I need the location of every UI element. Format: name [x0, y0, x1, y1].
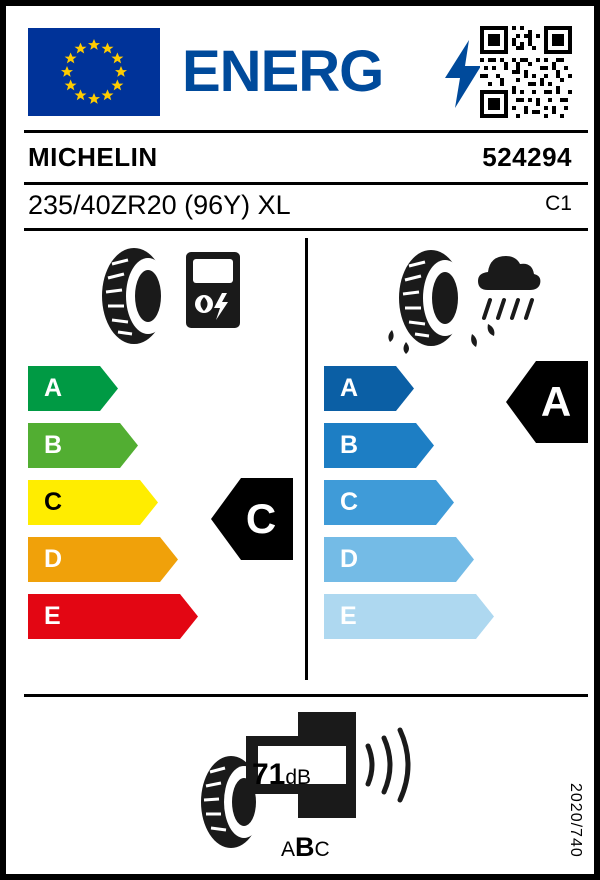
wet-grade-a	[324, 366, 358, 411]
wet-grip-scale	[324, 366, 358, 651]
fuel-result-letter: C	[245, 495, 277, 542]
fuel-grade-c-label: C	[44, 488, 63, 516]
fuel-grade-a-label: A	[44, 374, 63, 402]
noise-class-selected: B	[295, 832, 315, 862]
fuel-grade-row	[28, 594, 62, 639]
wet-grade-e	[324, 594, 358, 639]
divider-top	[24, 130, 588, 133]
noise-value	[252, 758, 311, 792]
wet-grade-row	[324, 480, 358, 525]
fuel-grade-d-label: D	[44, 545, 63, 573]
wet-grade-b	[324, 423, 358, 468]
fuel-grade-row	[28, 366, 62, 411]
brand-name: MICHELIN	[28, 142, 158, 172]
fuel-grade-row	[28, 537, 62, 582]
vertical-divider	[305, 238, 308, 680]
fuel-efficiency-scale	[28, 366, 62, 651]
rain-cloud-tyre-icon	[376, 238, 546, 358]
eu-flag-icon	[28, 28, 160, 116]
fuel-grade-c	[28, 480, 62, 525]
wet-grade-row	[324, 594, 358, 639]
regulation-code: 2020/740	[567, 783, 584, 858]
fuel-grade-d	[28, 537, 62, 582]
noise-class	[281, 832, 330, 863]
wet-grade-e-label: E	[340, 602, 357, 630]
fuel-grade-row	[28, 480, 62, 525]
fuel-grade-b-label: B	[44, 431, 63, 459]
fuel-grade-row	[28, 423, 62, 468]
wet-grade-row	[324, 537, 358, 582]
wet-grade-c	[324, 480, 358, 525]
divider-noise	[24, 694, 588, 697]
noise-class-a: A	[281, 838, 296, 861]
fuel-grade-a	[28, 366, 62, 411]
noise-class-c: C	[314, 838, 330, 861]
tyre-class: C1	[545, 192, 572, 215]
fuel-grade-b	[28, 423, 62, 468]
fuel-grade-e-label: E	[44, 602, 61, 630]
fuel-pump-tyre-icon	[86, 238, 256, 348]
tyre-size: 235/40ZR20 (96Y) XL	[28, 190, 291, 220]
fuel-grade-e	[28, 594, 62, 639]
model-code: 524294	[482, 142, 572, 172]
noise-unit: dB	[285, 766, 312, 789]
wet-result-letter: A	[540, 378, 572, 425]
fuel-result-badge	[211, 478, 293, 560]
wet-grade-row	[324, 366, 358, 411]
wet-grade-d	[324, 537, 358, 582]
qr-code-icon	[480, 26, 572, 118]
wet-grade-d-label: D	[340, 545, 359, 573]
wet-grade-c-label: C	[340, 488, 359, 516]
label-header	[6, 6, 594, 126]
divider-spec	[24, 228, 588, 231]
noise-number: 71	[252, 758, 286, 791]
energy-wordmark: ENERG	[182, 39, 384, 104]
wet-grade-b-label: B	[340, 431, 359, 459]
wet-grade-a-label: A	[340, 374, 359, 402]
wet-result-badge	[506, 361, 588, 443]
divider-brand	[24, 182, 588, 185]
wet-grade-row	[324, 423, 358, 468]
lightning-bolt-icon	[443, 40, 483, 108]
